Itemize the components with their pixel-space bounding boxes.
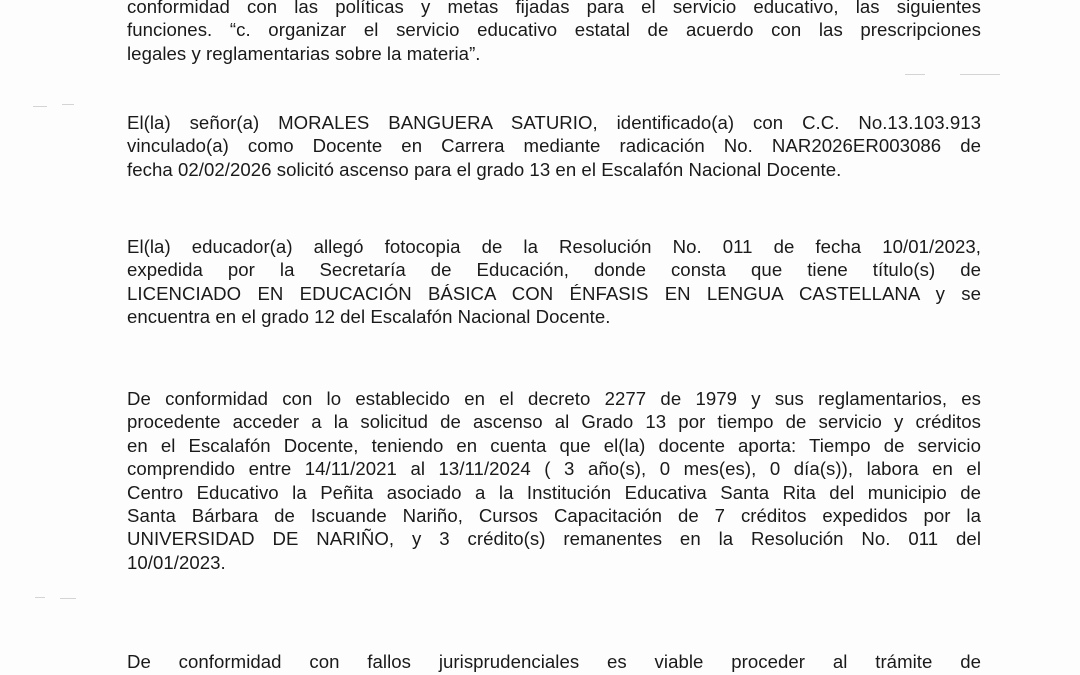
text-line: De conformidad con fallos jurisprudenciales es viable proceder al trámite de <box>127 651 981 672</box>
text-line: El(la) señor(a) MORALES BANGUERA SATURIO, identificado(a) con C.C. No.13.103.913 <box>127 112 981 133</box>
text-line: legales y reglamentarias sobre la materia”. <box>127 42 481 64</box>
paragraph-degree <box>127 235 981 329</box>
text-line: De conformidad con lo establecido en el decreto 2277 de 1979 y sus reglamentarios, es <box>127 388 981 409</box>
text-line: comprendido entre 14/11/2021 al 13/11/2024 ( 3 año(s), 0 mes(es), 0 día(s)), labora en el <box>127 458 981 480</box>
text-line: en el Escalafón Docente, teniendo en cuenta que el(la) docente aporta: Tiempo de servicio <box>127 434 981 456</box>
paragraph-legal-basis <box>127 387 981 574</box>
scan-artifact <box>33 106 47 107</box>
text-line: expedida por la Secretaría de Educación, donde consta que tiene título(s) de <box>127 259 981 281</box>
text-line: procedente acceder a la solicitud de ascenso al Grado 13 por tiempo de servicio y créditos <box>127 411 981 433</box>
text-line: fecha 02/02/2026 solicitó ascenso para el grado 13 en el Escalafón Nacional Docente. <box>127 158 842 180</box>
text-line: El(la) educador(a) allegó fotocopia de la Resolución No. 011 de fecha 10/01/2023, <box>127 236 981 257</box>
paragraph-functions <box>127 0 981 65</box>
text-line: vinculado(a) como Docente en Carrera mediante radicación No. NAR2026ER003086 de <box>127 135 981 157</box>
text-line: encuentra en el grado 12 del Escalafón Nacional Docente. <box>127 306 611 328</box>
text-line: LICENCIADO EN EDUCACIÓN BÁSICA CON ÉNFASIS EN LENGUA CASTELLANA y se <box>127 282 981 304</box>
text-line: conformidad con las políticas y metas fijadas para el servicio educativo, las siguientes <box>127 0 981 17</box>
text-line: 10/01/2023. <box>127 551 226 573</box>
text-line: Centro Educativo la Peñita asociado a la Institución Educativa Santa Rita del municipio de <box>127 481 981 503</box>
text-line: funciones. “c. organizar el servicio educativo estatal de acuerdo con las prescripciones <box>127 19 981 41</box>
scan-artifact <box>960 74 1000 75</box>
scan-artifact <box>60 598 76 599</box>
scan-artifact <box>62 104 74 105</box>
text-line: Santa Bárbara de Iscuande Nariño, Cursos Capacitación de 7 créditos expedidos por la <box>127 504 981 526</box>
text-line: UNIVERSIDAD DE NARIÑO, y 3 crédito(s) remanentes en la Resolución No. 011 del <box>127 528 981 550</box>
paragraph-applicant <box>127 111 981 181</box>
paragraph-jurisprudence <box>127 650 981 673</box>
scan-artifact <box>905 74 925 75</box>
scan-artifact <box>35 597 45 598</box>
